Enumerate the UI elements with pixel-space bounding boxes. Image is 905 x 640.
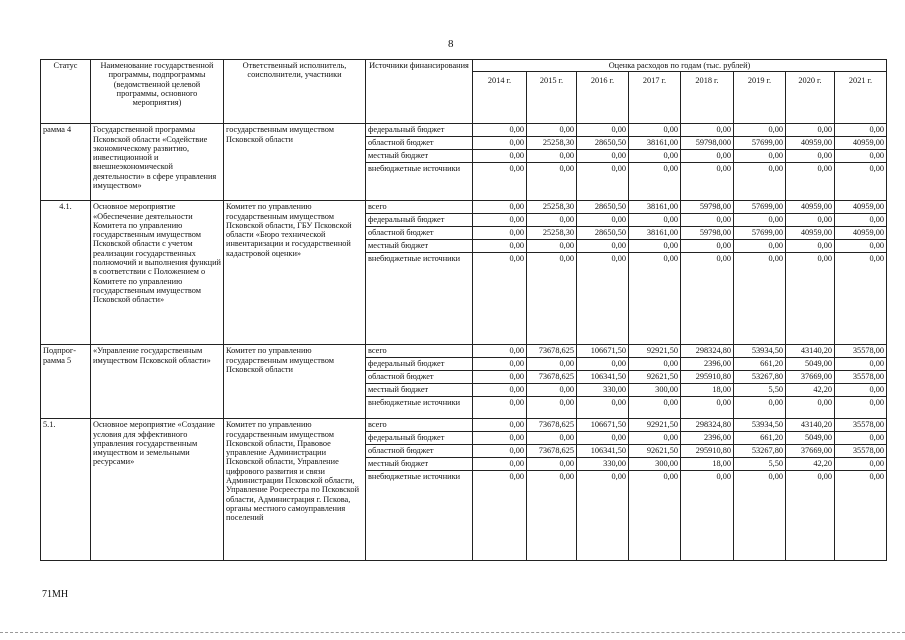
cell-value: 0,00 bbox=[527, 397, 577, 419]
cell-value: 35578,00 bbox=[835, 419, 887, 432]
cell-value: 0,00 bbox=[786, 150, 835, 163]
cell-source: местный бюджет bbox=[366, 150, 473, 163]
cell-value: 92621,50 bbox=[629, 371, 681, 384]
cell-value: 0,00 bbox=[835, 214, 887, 227]
cell-value: 300,00 bbox=[629, 458, 681, 471]
cell-value: 0,00 bbox=[473, 214, 527, 227]
cell-value: 0,00 bbox=[577, 150, 629, 163]
cell-value: 0,00 bbox=[527, 471, 577, 561]
cell-value: 330,00 bbox=[577, 458, 629, 471]
cell-executor: Комитет по управлению государственным имуществом Псковской области, ГБУ Псковской области «Бюро технической инвентаризации и государственной кадастровой оценки» bbox=[224, 201, 366, 345]
cell-value: 0,00 bbox=[473, 345, 527, 358]
cell-value: 0,00 bbox=[473, 163, 527, 201]
cell-source: внебюджетные источники bbox=[366, 397, 473, 419]
cell-value: 73678,625 bbox=[527, 345, 577, 358]
cell-value: 0,00 bbox=[835, 358, 887, 371]
cell-value: 40959,00 bbox=[786, 227, 835, 240]
cell-value: 59798,00 bbox=[681, 201, 734, 214]
header-year: 2018 г. bbox=[681, 72, 734, 124]
cell-name: Основное мероприятие «Создание условия для эффективного управления государственным имуществом и земельными ресурсами» bbox=[91, 419, 224, 561]
cell-source: внебюджетные источники bbox=[366, 163, 473, 201]
cell-value: 0,00 bbox=[835, 163, 887, 201]
cell-value: 53934,50 bbox=[734, 345, 786, 358]
expenditure-table bbox=[40, 59, 887, 561]
cell-source: всего bbox=[366, 345, 473, 358]
table-row bbox=[41, 419, 887, 432]
cell-value: 0,00 bbox=[473, 432, 527, 445]
cell-source: областной бюджет bbox=[366, 445, 473, 458]
cell-source: федеральный бюджет bbox=[366, 124, 473, 137]
cell-value: 0,00 bbox=[835, 384, 887, 397]
cell-value: 0,00 bbox=[629, 358, 681, 371]
cell-value: 0,00 bbox=[835, 150, 887, 163]
header-executor: Ответственный исполнитель, соисполнители, участники bbox=[224, 60, 366, 124]
header-year: 2014 г. bbox=[473, 72, 527, 124]
cell-value: 0,00 bbox=[786, 163, 835, 201]
cell-source: областной бюджет bbox=[366, 227, 473, 240]
cell-value: 0,00 bbox=[786, 397, 835, 419]
cell-status: Подпрог-рамма 5 bbox=[41, 345, 91, 419]
cell-value: 330,00 bbox=[577, 384, 629, 397]
cell-source: внебюджетные источники bbox=[366, 253, 473, 345]
cell-value: 298324,80 bbox=[681, 345, 734, 358]
cell-value: 106341,50 bbox=[577, 371, 629, 384]
cell-value: 0,00 bbox=[527, 458, 577, 471]
cell-value: 28650,50 bbox=[577, 227, 629, 240]
cell-value: 28650,50 bbox=[577, 137, 629, 150]
cell-value: 0,00 bbox=[629, 150, 681, 163]
cell-source: местный бюджет bbox=[366, 240, 473, 253]
cell-value: 0,00 bbox=[473, 201, 527, 214]
cell-value: 0,00 bbox=[629, 471, 681, 561]
cell-source: федеральный бюджет bbox=[366, 358, 473, 371]
cell-value: 0,00 bbox=[681, 240, 734, 253]
cell-value: 0,00 bbox=[681, 397, 734, 419]
cell-source: федеральный бюджет bbox=[366, 432, 473, 445]
cell-value: 38161,00 bbox=[629, 227, 681, 240]
cell-value: 28650,50 bbox=[577, 201, 629, 214]
cell-value: 300,00 bbox=[629, 384, 681, 397]
cell-value: 0,00 bbox=[527, 240, 577, 253]
cell-value: 0,00 bbox=[473, 458, 527, 471]
cell-source: внебюджетные источники bbox=[366, 471, 473, 561]
cell-value: 0,00 bbox=[835, 240, 887, 253]
cell-source: областной бюджет bbox=[366, 371, 473, 384]
cell-value: 43140,20 bbox=[786, 345, 835, 358]
cell-value: 53267,80 bbox=[734, 445, 786, 458]
cell-value: 0,00 bbox=[577, 240, 629, 253]
header-year: 2019 г. bbox=[734, 72, 786, 124]
cell-executor: Комитет по управлению государственным имуществом Псковской области bbox=[224, 345, 366, 419]
cell-name: Государственной программы Псковской области «Содействие экономическому развитию, инвестиционной и внешнеэкономической деятельности» в сфере управления имуществом» bbox=[91, 124, 224, 201]
cell-value: 0,00 bbox=[473, 419, 527, 432]
cell-source: всего bbox=[366, 201, 473, 214]
footer-code: 71МН bbox=[42, 589, 69, 600]
header-year: 2016 г. bbox=[577, 72, 629, 124]
cell-value: 0,00 bbox=[473, 137, 527, 150]
header-source: Источники финансирования bbox=[366, 60, 473, 124]
cell-value: 0,00 bbox=[527, 214, 577, 227]
cell-value: 0,00 bbox=[835, 124, 887, 137]
cell-value: 0,00 bbox=[473, 445, 527, 458]
cell-value: 0,00 bbox=[473, 397, 527, 419]
cell-value: 57699,00 bbox=[734, 201, 786, 214]
cell-value: 0,00 bbox=[786, 253, 835, 345]
cell-value: 5,50 bbox=[734, 384, 786, 397]
cell-name: Основное мероприятие «Обеспечение деятельности Комитета по управлению государственным имуществом Псковской области с учетом реализации государственных полномочий и выполнения функций в соответствии с Положением о Комитете по управлению государственным имуществом Псковской области» bbox=[91, 201, 224, 345]
cell-value: 73678,625 bbox=[527, 419, 577, 432]
cell-value: 0,00 bbox=[577, 471, 629, 561]
cell-value: 92921,50 bbox=[629, 419, 681, 432]
header-name: Наименование государственной программы, подпрограммы (ведомственной целевой программы, основного мероприятия) bbox=[91, 60, 224, 124]
cell-status: рамма 4 bbox=[41, 124, 91, 201]
cell-value: 0,00 bbox=[681, 471, 734, 561]
cell-value: 59798,00 bbox=[681, 227, 734, 240]
cell-source: федеральный бюджет bbox=[366, 214, 473, 227]
cell-value: 106671,50 bbox=[577, 419, 629, 432]
cell-value: 0,00 bbox=[577, 124, 629, 137]
cell-value: 0,00 bbox=[527, 150, 577, 163]
header-year: 2015 г. bbox=[527, 72, 577, 124]
cell-value: 0,00 bbox=[835, 397, 887, 419]
cell-status: 5.1. bbox=[41, 419, 91, 561]
header-estimate: Оценка расходов по годам (тыс. рублей) bbox=[473, 60, 887, 72]
cell-value: 295910,80 bbox=[681, 445, 734, 458]
cell-value: 0,00 bbox=[734, 214, 786, 227]
cell-value: 0,00 bbox=[473, 471, 527, 561]
cell-value: 0,00 bbox=[527, 253, 577, 345]
cell-value: 0,00 bbox=[835, 458, 887, 471]
cell-value: 0,00 bbox=[577, 397, 629, 419]
cell-value: 0,00 bbox=[681, 150, 734, 163]
cell-value: 35578,00 bbox=[835, 345, 887, 358]
header-status: Статус bbox=[41, 60, 91, 124]
cell-value: 0,00 bbox=[786, 124, 835, 137]
cell-value: 0,00 bbox=[473, 371, 527, 384]
page-edge-divider bbox=[0, 632, 905, 633]
cell-value: 25258,30 bbox=[527, 137, 577, 150]
cell-value: 0,00 bbox=[473, 358, 527, 371]
cell-name: «Управление государственным имуществом Псковской области» bbox=[91, 345, 224, 419]
cell-source: всего bbox=[366, 419, 473, 432]
cell-value: 40959,00 bbox=[835, 201, 887, 214]
cell-value: 18,00 bbox=[681, 384, 734, 397]
table-row bbox=[41, 124, 887, 137]
cell-value: 38161,00 bbox=[629, 137, 681, 150]
cell-value: 0,00 bbox=[681, 124, 734, 137]
cell-value: 0,00 bbox=[681, 253, 734, 345]
cell-value: 5049,00 bbox=[786, 358, 835, 371]
header-year: 2021 г. bbox=[835, 72, 887, 124]
cell-value: 0,00 bbox=[527, 124, 577, 137]
cell-value: 0,00 bbox=[786, 214, 835, 227]
cell-value: 0,00 bbox=[629, 397, 681, 419]
cell-value: 0,00 bbox=[473, 150, 527, 163]
cell-value: 0,00 bbox=[473, 384, 527, 397]
table-row bbox=[41, 345, 887, 358]
cell-value: 0,00 bbox=[473, 253, 527, 345]
cell-value: 0,00 bbox=[734, 471, 786, 561]
cell-value: 5049,00 bbox=[786, 432, 835, 445]
cell-value: 43140,20 bbox=[786, 419, 835, 432]
cell-executor: государственным имуществом Псковской области bbox=[224, 124, 366, 201]
page-number: 8 bbox=[448, 38, 454, 50]
cell-value: 0,00 bbox=[734, 397, 786, 419]
cell-value: 0,00 bbox=[577, 253, 629, 345]
cell-value: 661,20 bbox=[734, 358, 786, 371]
cell-value: 73678,625 bbox=[527, 371, 577, 384]
cell-value: 35578,00 bbox=[835, 371, 887, 384]
cell-value: 106671,50 bbox=[577, 345, 629, 358]
cell-value: 0,00 bbox=[629, 163, 681, 201]
cell-value: 38161,00 bbox=[629, 201, 681, 214]
cell-value: 73678,625 bbox=[527, 445, 577, 458]
cell-value: 18,00 bbox=[681, 458, 734, 471]
cell-value: 0,00 bbox=[835, 432, 887, 445]
header-year: 2017 г. bbox=[629, 72, 681, 124]
cell-value: 0,00 bbox=[629, 214, 681, 227]
cell-value: 37669,00 bbox=[786, 371, 835, 384]
cell-source: местный бюджет bbox=[366, 458, 473, 471]
cell-value: 2396,00 bbox=[681, 358, 734, 371]
cell-value: 0,00 bbox=[527, 384, 577, 397]
cell-value: 0,00 bbox=[577, 358, 629, 371]
cell-value: 0,00 bbox=[527, 358, 577, 371]
cell-value: 0,00 bbox=[734, 240, 786, 253]
cell-value: 0,00 bbox=[786, 471, 835, 561]
cell-value: 57699,00 bbox=[734, 137, 786, 150]
cell-value: 42,20 bbox=[786, 458, 835, 471]
cell-value: 0,00 bbox=[473, 227, 527, 240]
cell-value: 92621,50 bbox=[629, 445, 681, 458]
cell-value: 0,00 bbox=[786, 240, 835, 253]
cell-value: 106341,50 bbox=[577, 445, 629, 458]
cell-value: 5,50 bbox=[734, 458, 786, 471]
cell-value: 53267,80 bbox=[734, 371, 786, 384]
cell-value: 0,00 bbox=[527, 163, 577, 201]
cell-value: 0,00 bbox=[473, 124, 527, 137]
cell-value: 59798,000 bbox=[681, 137, 734, 150]
cell-value: 0,00 bbox=[629, 253, 681, 345]
cell-value: 0,00 bbox=[734, 124, 786, 137]
cell-value: 0,00 bbox=[681, 163, 734, 201]
cell-source: областной бюджет bbox=[366, 137, 473, 150]
cell-value: 661,20 bbox=[734, 432, 786, 445]
cell-value: 37669,00 bbox=[786, 445, 835, 458]
table-row bbox=[41, 201, 887, 214]
cell-value: 92921,50 bbox=[629, 345, 681, 358]
cell-value: 0,00 bbox=[577, 163, 629, 201]
cell-source: местный бюджет bbox=[366, 384, 473, 397]
cell-value: 295910,80 bbox=[681, 371, 734, 384]
cell-value: 0,00 bbox=[527, 432, 577, 445]
cell-value: 2396,00 bbox=[681, 432, 734, 445]
cell-value: 0,00 bbox=[629, 124, 681, 137]
header-year: 2020 г. bbox=[786, 72, 835, 124]
cell-value: 53934,50 bbox=[734, 419, 786, 432]
cell-value: 298324,80 bbox=[681, 419, 734, 432]
cell-value: 0,00 bbox=[473, 240, 527, 253]
cell-value: 0,00 bbox=[734, 163, 786, 201]
cell-value: 0,00 bbox=[629, 432, 681, 445]
cell-status: 4.1. bbox=[41, 201, 91, 345]
cell-value: 0,00 bbox=[835, 471, 887, 561]
cell-value: 40959,00 bbox=[835, 227, 887, 240]
cell-value: 0,00 bbox=[835, 253, 887, 345]
cell-value: 0,00 bbox=[577, 432, 629, 445]
cell-executor: Комитет по управлению государственным имуществом Псковской области, Правовое управление Администрации Псковской области, Управление цифрового развития и связи Администрации Псковской области, Управление Росреестра по Псковской области, Администрация г. Пскова, органы местного самоуправления поселений bbox=[224, 419, 366, 561]
cell-value: 40959,00 bbox=[786, 137, 835, 150]
cell-value: 40959,00 bbox=[786, 201, 835, 214]
cell-value: 0,00 bbox=[734, 150, 786, 163]
cell-value: 0,00 bbox=[629, 240, 681, 253]
cell-value: 25258,30 bbox=[527, 201, 577, 214]
cell-value: 35578,00 bbox=[835, 445, 887, 458]
cell-value: 25258,30 bbox=[527, 227, 577, 240]
cell-value: 57699,00 bbox=[734, 227, 786, 240]
cell-value: 40959,00 bbox=[835, 137, 887, 150]
cell-value: 42,20 bbox=[786, 384, 835, 397]
cell-value: 0,00 bbox=[577, 214, 629, 227]
cell-value: 0,00 bbox=[681, 214, 734, 227]
cell-value: 0,00 bbox=[734, 253, 786, 345]
